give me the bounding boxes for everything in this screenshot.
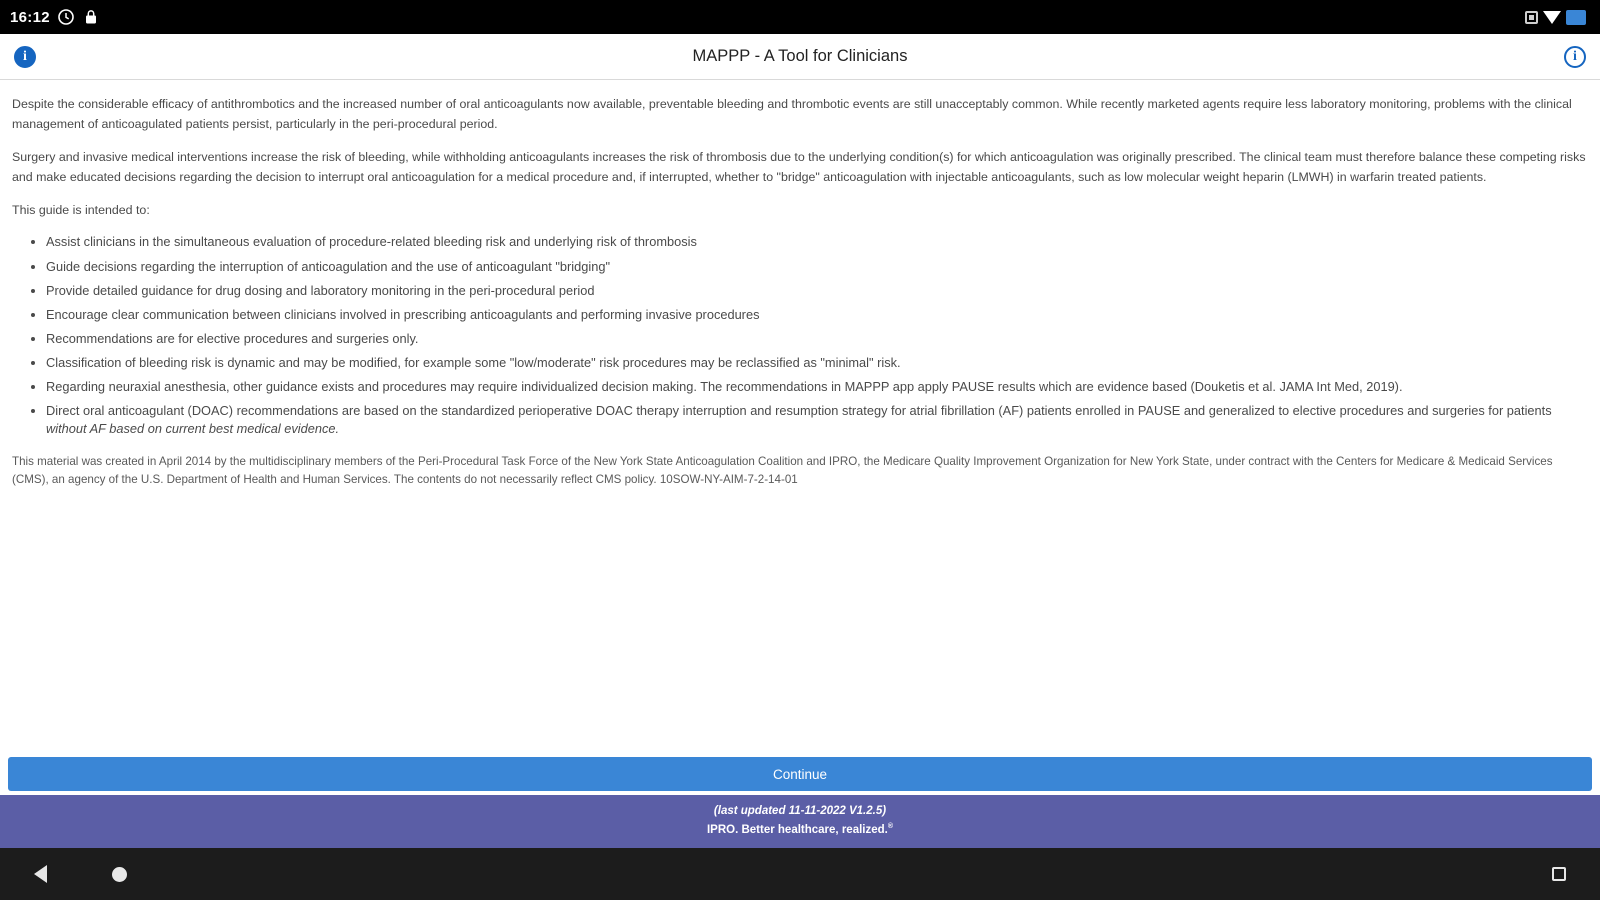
list-item: • Recommendations are for elective procedures and surgeries only. [46,330,1588,349]
brand-label: IPRO. Better healthcare, realized.® [706,822,894,836]
guide-bullet-list [12,233,1588,438]
list-item-doac [46,402,1588,439]
list-item: • Encourage clear communication between clinicians involved in prescribing anticoagulants and performing invasive procedures [46,306,1588,325]
app-bar [0,34,1600,80]
android-status-bar [0,0,1600,34]
list-item: • Provide detailed guidance for drug dosing and laboratory monitoring in the peri-procedural period [46,282,1588,301]
android-nav-bar [0,848,1600,900]
recents-icon[interactable] [1552,867,1566,881]
lock-icon [83,9,100,26]
home-icon[interactable] [112,867,127,882]
brand-bar [0,795,1600,848]
disclaimer-text: This material was created in April 2014 by the multidisciplinary members of the Peri-Procedural Task Force of the New York State Anticoagulation Coalition and IPRO, the Medicare Quality Improvement Organization for New York State, under contract with the Centers for Medicare & Medicaid Services (CMS), an agency of the U.S. Department of Health and Human Services. The contents do not necessarily reflect CMS policy. 10SOW-NY-AIM-7-2-14-01 [12,454,1553,487]
wifi-icon [1543,11,1561,24]
list-item: • Regarding neuraxial anesthesia, other guidance exists and procedures may require individualized decision making. The recommendations in MAPPP app apply PAUSE results which are evidence based (Douketis et al. JAMA Int Med, 2019). [46,378,1588,397]
intro-paragraph-3: This guide is intended to: [12,203,150,218]
info-icon[interactable]: i [14,46,36,68]
list-item: • Assist clinicians in the simultaneous evaluation of procedure-related bleeding risk and underlying risk of thrombosis [46,233,1588,252]
intro-paragraph-1: Despite the considerable efficacy of antithrombotics and the increased number of oral anticoagulants now available, preventable bleeding and thrombotic events are still unacceptably common. While recently marketed agents require less laboratory monitoring, problems with the clinical management of anticoagulated patients persist, particularly in the peri-procedural period. [12,97,1572,132]
status-bar-right [1525,10,1590,25]
doac-text-plain: Direct oral anticoagulant (DOAC) recommendations are based on the standardized perioperative DOAC therapy interruption and resumption strategy for atrial fibrillation (AF) patients enrolled in PAUSE and generalized to elective procedures and surgeries for patients [46,402,1552,418]
list-item: • Classification of bleeding risk is dynamic and may be modified, for example some "low/moderate" risk procedures may be reclassified as "minimal" risk. [46,354,1588,373]
brand-text: IPRO. Better healthcare, realized. [706,823,888,836]
back-icon[interactable] [34,865,47,883]
continue-button[interactable]: Continue [8,757,1592,791]
battery-icon [1566,10,1586,25]
app-window [0,34,1600,848]
clock-icon [58,9,75,26]
intro-paragraph-2: Surgery and invasive medical interventions increase the risk of bleeding, while withholding anticoagulants increases the risk of thrombosis due to the underlying condition(s) for which anticoagulation was originally prescribed. The clinical team must therefore balance these competing risks and make educated decisions regarding the decision to interrupt oral anticoagulation for a medical procedure and, if interrupted, whether to "bridge" anticoagulation with injectable anticoagulants, such as low molecular weight heparin (LMWH) in warfarin treated patients. [12,150,1586,185]
content-body [0,80,1600,757]
page-title: MAPPP - A Tool for Clinicians [692,47,908,65]
last-updated-label: (last updated 11-11-2022 V1.2.5) [713,805,887,818]
footer [0,757,1600,848]
sim-card-icon [1525,11,1538,24]
info-circle-icon[interactable]: i [1564,46,1586,68]
list-item: • Guide decisions regarding the interruption of anticoagulation and the use of anticoagulant "bridging" [46,258,1588,277]
doac-text-italic: without AF based on current best medical evidence. [46,421,340,437]
status-clock: 16:12 [10,8,50,26]
status-bar-left [10,9,100,26]
